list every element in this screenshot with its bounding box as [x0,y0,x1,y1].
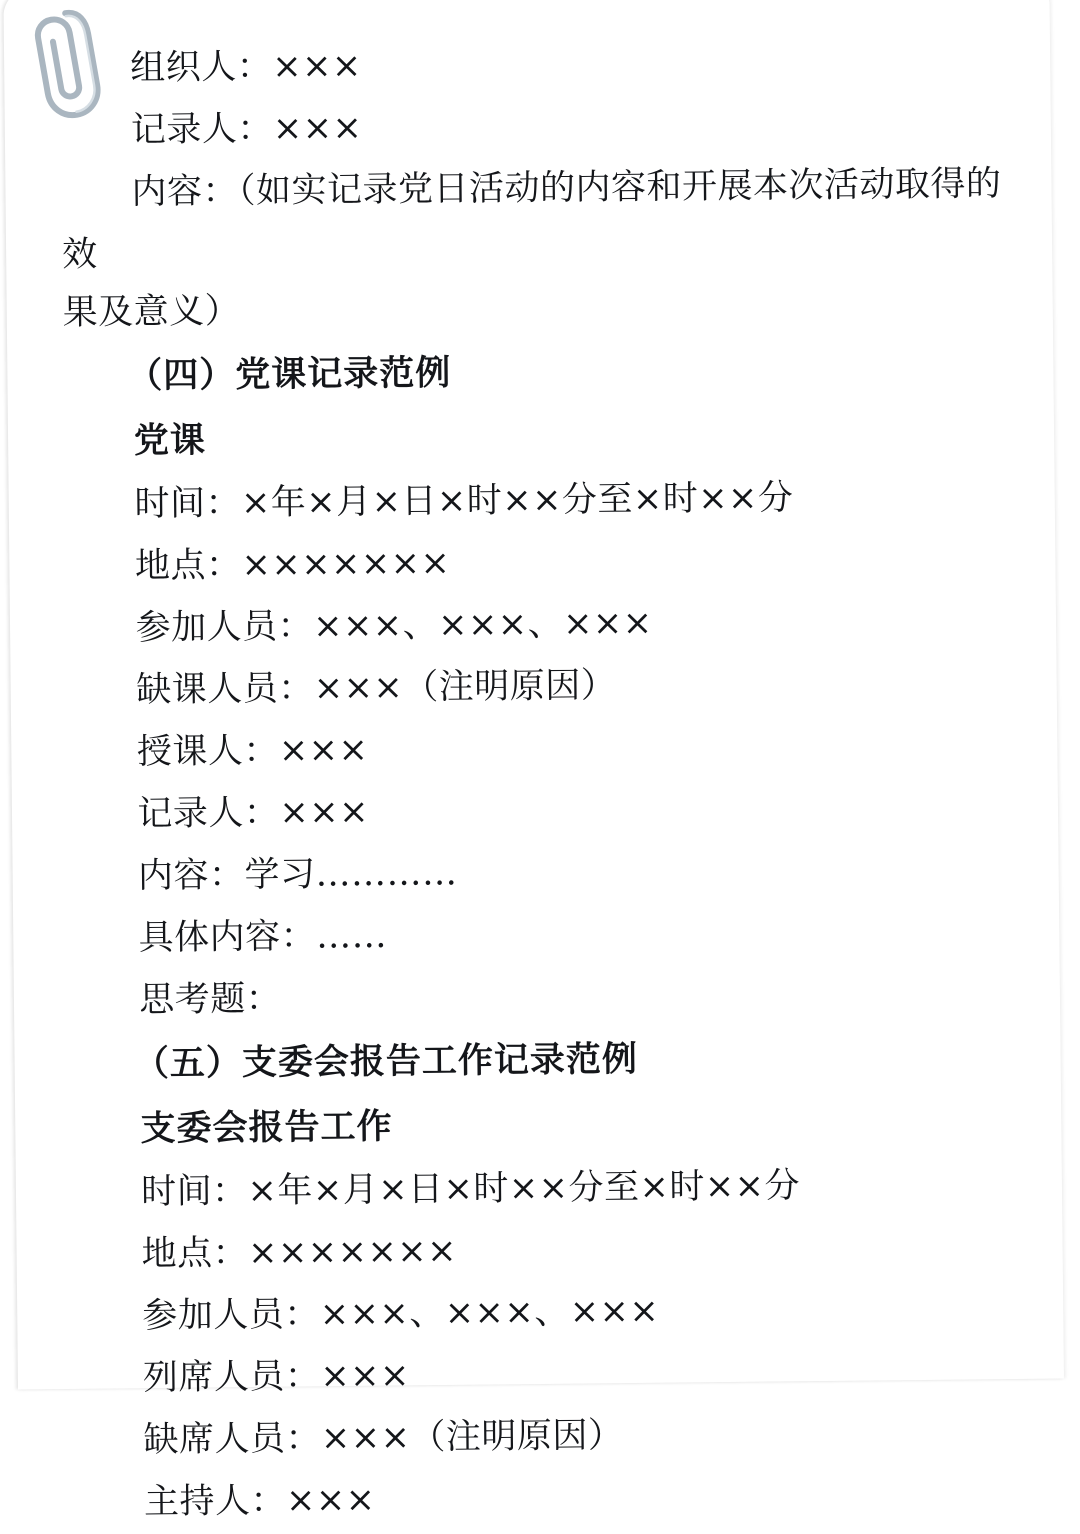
doc-line-committee-place: 地点：××××××× [141,1231,458,1275]
doc-line-organizer: 组织人：××× [130,46,362,89]
doc-line-lesson-absentees: 缺课人员：×××（注明原因） [136,665,617,711]
doc-line-lesson-place: 地点：××××××× [134,543,451,587]
doc-line-recorder: 记录人：××× [130,108,363,151]
doc-line-content-intro-cont: 果及意义） [62,291,241,333]
doc-line-lesson-attendees: 参加人员：×××、×××、××× [135,603,653,649]
doc-line-lesson-recorder: 记录人：××× [137,792,370,835]
doc-line-committee-host: 主持人：××× [143,1480,376,1523]
doc-heading-section-five: （五）支委会报告工作记录范例 [133,1038,639,1085]
doc-line-content-intro: 内容：（如实记录党日活动的内容和开展本次活动取得的效 [61,163,1002,275]
doc-line-lesson-time: 时间：×年×月×日×时××分至×时××分 [134,477,794,525]
doc-subheading-party-lesson: 党课 [133,419,207,462]
doc-line-lesson-questions: 思考题： [139,978,282,1021]
doc-line-lesson-details: 具体内容：…… [138,915,388,959]
doc-line-lesson-content: 内容：学习………… [137,853,458,897]
doc-line-committee-attendees: 参加人员：×××、×××、××× [142,1291,660,1337]
doc-line-committee-observers: 列席人员：××× [142,1355,411,1399]
doc-heading-section-four: （四）党课记录范例 [127,352,452,397]
doc-line-lesson-instructor: 授课人：××× [136,730,369,773]
doc-subheading-committee: 支委会报告工作 [140,1105,393,1150]
doc-line-committee-absentees: 缺席人员：×××（注明原因） [143,1415,624,1461]
document-body [60,29,1034,1534]
doc-line-committee-time: 时间：×年×月×日×时××分至×时××分 [140,1165,801,1213]
